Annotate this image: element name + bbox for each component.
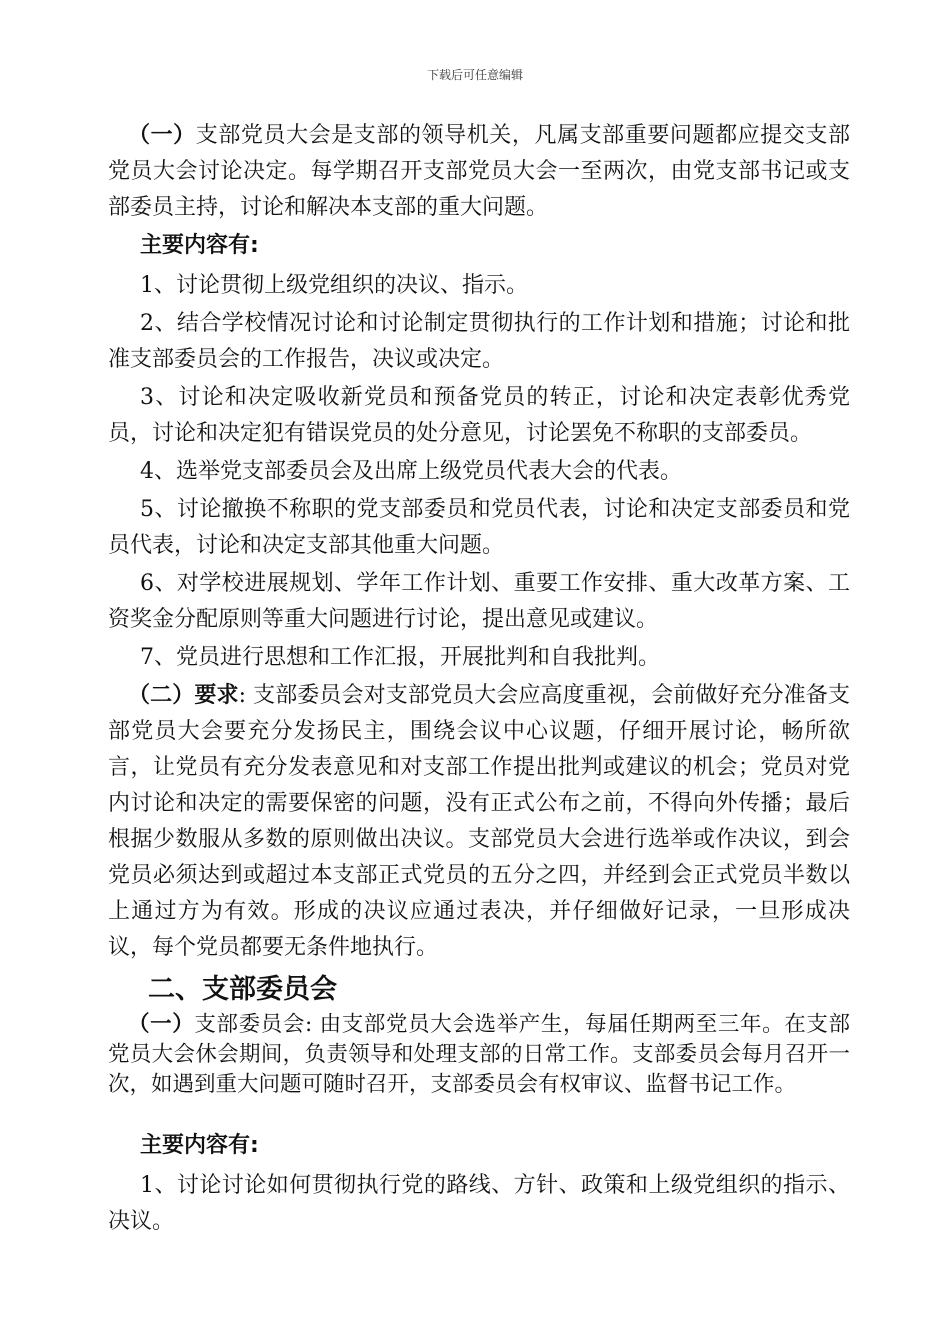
- paragraph-text: 支部委员会: 由支部党员大会选举产生，每届任期两至三年。在支部党员大会休会期间，负责领导和处理支部的日常工作。支部委员会每月召开一次，如遇到重大问题可随时召开，支部委员会有权审议、监督书记工作。: [108, 1012, 850, 1097]
- section-title: 二、支部委员会: [148, 974, 337, 1005]
- paragraph-lead: （一）: [128, 123, 196, 148]
- paragraph-text: : 支部委员会对支部党员大会应高度重视，会前做好充分准备支部党员大会要充分发扬民主，围绕会议中心议题，仔细开展讨论，畅所欲言，让党员有充分发表意见和对支部工作提出批判或建议的机会；党员对党内讨论和决定的需要保密的问题，没有正式公布之前，不得向外传播；最后根据少数服从多数的原则做出决议。支部党员大会进行选举或作决议，到会党员必须达到或超过本支部正式党员的五分之四，并经到会正式党员半数以上通过方为有效。形成的决议应通过表决，并仔细做好记录，一旦形成决议，每个党员都要无条件地执行。: [108, 683, 850, 960]
- subheading-main-content: 主要内容有:: [140, 233, 259, 258]
- paragraph-lead: （二）要求: [128, 683, 239, 708]
- paragraph-text: 支部党员大会是支部的领导机关，凡属支部重要问题都应提交支部党员大会讨论决定。每学期召开支部党员大会一至两次，由党支部书记或支部委员主持，讨论和解决本支部的重大问题。: [108, 123, 850, 220]
- paragraph-lead: （一）: [128, 1012, 195, 1037]
- list-item: 4、选举党支部委员会及出席上级党员代表大会的代表。: [140, 459, 682, 484]
- document-body: [108, 118, 850, 1242]
- list-item: 2、结合学校情况讨论和讨论制定贯彻执行的工作计划和措施；讨论和批准支部委员会的工作报告，决议或决定。: [108, 311, 850, 372]
- list-item: 7、党员进行思想和工作汇报，开展批判和自我批判。: [140, 645, 660, 670]
- list-item: 1、讨论讨论如何贯彻执行党的路线、方针、政策和上级党组织的指示、决议。: [108, 1173, 850, 1234]
- subheading-main-content-2: 主要内容有:: [140, 1133, 259, 1158]
- page-header: 下载后可任意编辑: [426, 68, 523, 82]
- spacer: [108, 1102, 850, 1128]
- list-item: 1、讨论贯彻上级党组织的决议、指示。: [140, 273, 528, 298]
- list-item: 5、讨论撤换不称职的党支部委员和党员代表，讨论和决定支部委员和党员代表，讨论和决定支部其他重大问题。: [108, 497, 850, 558]
- paragraph-committee: [108, 1010, 850, 1100]
- paragraph-general-meeting: [108, 118, 850, 226]
- list-item: 3、讨论和决定吸收新党员和预备党员的转正，讨论和决定表彰优秀党员，讨论和决定犯有错误党员的处分意见，讨论罢免不称职的支部委员。: [108, 385, 850, 446]
- list-item: 6、对学校进展规划、学年工作计划、重要工作安排、重大改革方案、工资奖金分配原则等重大问题进行讨论，提出意见或建议。: [108, 571, 850, 632]
- paragraph-requirements: [108, 678, 850, 966]
